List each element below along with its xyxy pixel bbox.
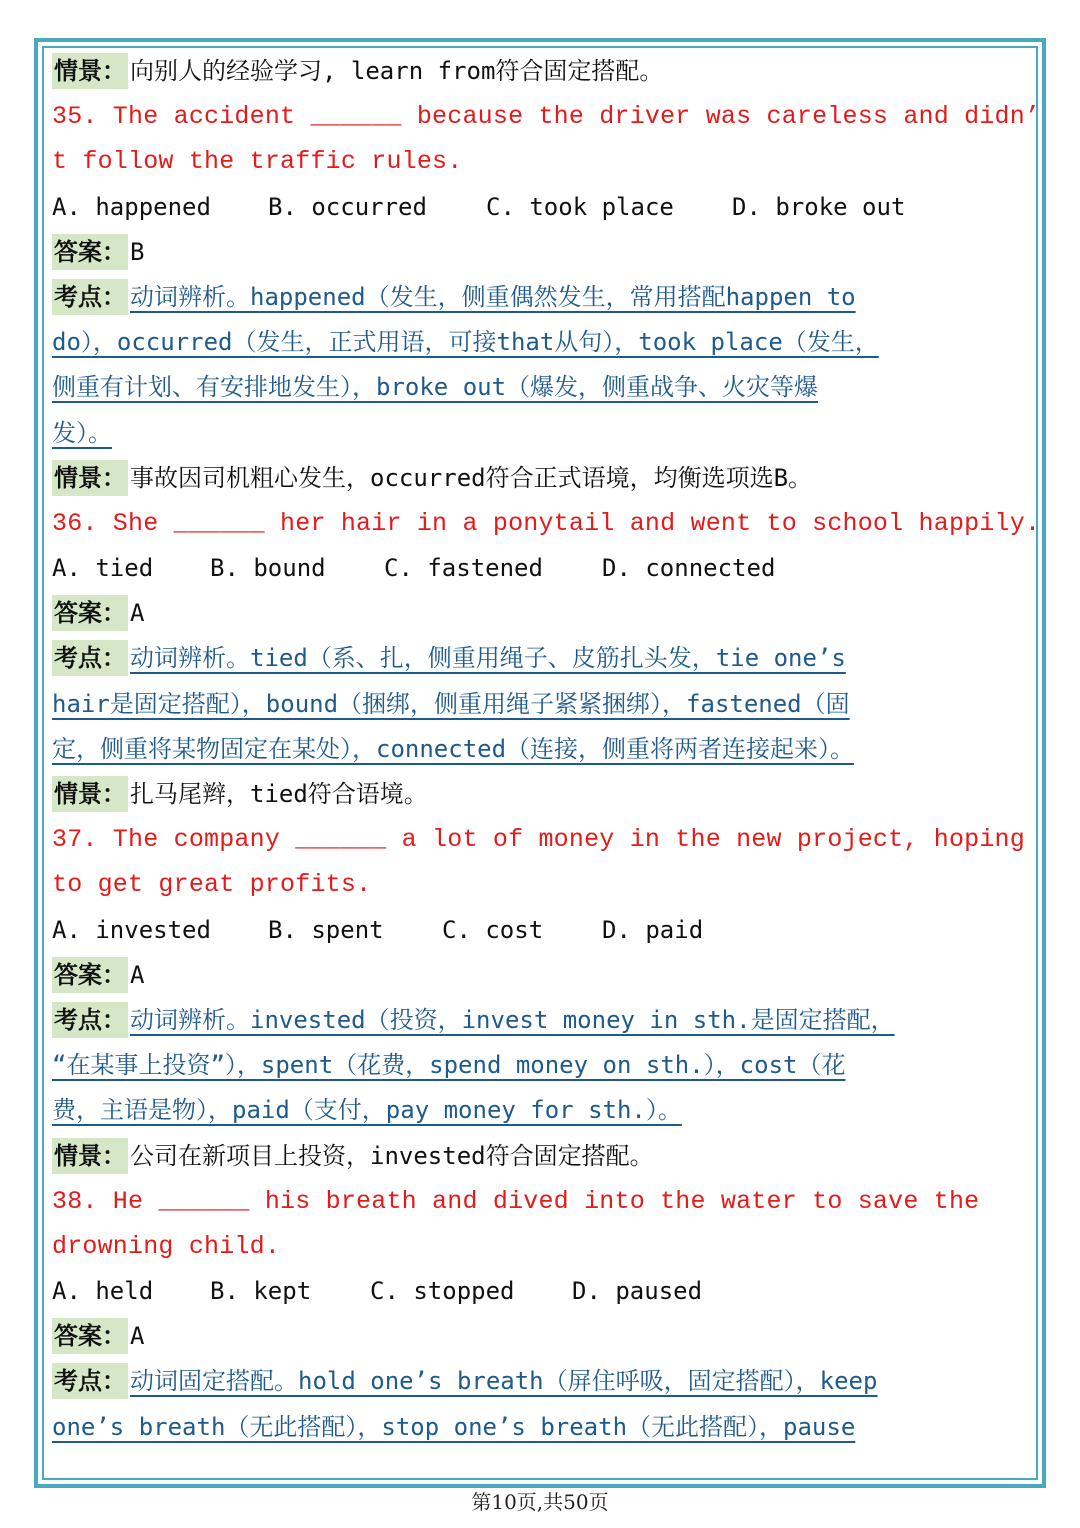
option-b: B. occurred [268,192,427,221]
option-a: A. invested [52,915,211,944]
scene-text: 事故因司机粗心发生，occurred符合正式语境，均衡选项选B。 [130,463,813,492]
point-line-cont [52,682,1032,727]
option-c: C. took place [486,192,674,221]
point-text: 动词辨析。tied（系、扎，侧重用绳子、皮筋扎头发，tie one’s [130,644,846,673]
question-35-line-2: t follow the traffic rules. [52,147,463,177]
question-36-line-1: 36. She ______ her hair in a ponytail and went to school happily. [52,508,1041,538]
document-body [52,49,1041,1450]
scene-line [52,772,1032,817]
point-line [52,1359,1032,1404]
option-c: C. cost [442,915,544,944]
scene-line [52,456,1032,501]
answer-line [52,591,1032,636]
point-text: 动词辨析。happened（发生，侧重偶然发生，常用搭配happen to [130,282,856,311]
answer-value: A [130,960,145,989]
option-d: D. broke out [732,192,906,221]
scene-text: 向别人的经验学习, learn from符合固定搭配。 [130,57,664,85]
point-text: 动词辨析。invested（投资，invest money in sth.是固定搭配， [130,1005,895,1034]
option-b: B. bound [210,554,326,583]
point-line [52,998,1032,1043]
option-d: D. paid [602,915,704,944]
option-b: B. spent [268,915,384,944]
point-line-cont [52,365,1032,410]
point-text: 动词固定搭配。hold one’s breath（屏住呼吸，固定搭配），keep [130,1367,878,1396]
point-line-cont [52,411,1032,456]
point-line-cont [52,1043,1032,1088]
scene-line [52,49,1032,94]
point-text: one’s breath（无此搭配），stop one’s breath（无此搭配），pause [52,1412,856,1441]
scene-line [52,1134,1032,1179]
scene-label: 情景： [52,460,128,496]
question-35-line-1: 35. The accident ______ because the driver was careless and didn’ [52,102,1041,132]
point-text: hair是固定搭配），bound（捆绑，侧重用绳子紧紧捆绑），fastened（固 [52,689,850,718]
answer-label: 答案： [52,957,128,993]
point-line-cont [52,727,1032,772]
option-a: A. happened [52,192,211,221]
answer-value: A [130,599,145,628]
point-text: 费，主语是物），paid（支付，pay money for sth.）。 [52,1096,682,1125]
point-label: 考点： [52,1363,128,1399]
options-35 [52,185,1032,230]
option-a: A. held [52,1277,154,1306]
question-38-line-1: 38. He ______ his breath and dived into the water to save the [52,1186,980,1216]
page-number: 第10页,共50页 [471,1490,609,1514]
point-text: “在某事上投资”），spent（花费，spend money on sth.），cost（花 [52,1051,846,1080]
point-label: 考点： [52,279,128,315]
point-line-cont [52,1088,1032,1133]
point-text: 定，侧重将某物固定在某处），connected（连接，侧重将两者连接起来）。 [52,734,855,763]
answer-line [52,230,1032,275]
answer-label: 答案： [52,1318,128,1354]
answer-value: A [130,1322,145,1351]
scene-label: 情景： [52,53,128,89]
scene-label: 情景： [52,776,128,812]
option-d: D. paused [572,1277,703,1306]
point-label: 考点： [52,1002,128,1038]
scene-text: 扎马尾辫，tied符合语境。 [130,780,428,808]
option-c: C. fastened [384,554,543,583]
option-a: A. tied [52,554,154,583]
point-text: 发）。 [52,418,112,447]
point-line [52,636,1032,681]
answer-label: 答案： [52,595,128,631]
question-37-line-1: 37. The company ______ a lot of money in the new project, hoping [52,825,1025,855]
question-37-line-2: to get great profits. [52,870,372,900]
options-38 [52,1269,1032,1314]
option-b: B. kept [210,1277,312,1306]
point-line [52,275,1032,320]
answer-label: 答案： [52,234,128,270]
question-38-line-2: drowning child. [52,1231,281,1261]
answer-line [52,953,1032,998]
option-c: C. stopped [370,1277,515,1306]
options-37 [52,908,1032,953]
option-d: D. connected [602,554,776,583]
answer-value: B [130,237,145,266]
point-label: 考点： [52,640,128,676]
point-line-cont [52,320,1032,365]
options-36 [52,546,1032,591]
scene-label: 情景： [52,1138,128,1174]
answer-line [52,1314,1032,1359]
point-text: 侧重有计划、有安排地发生），broke out（爆发，侧重战争、火灾等爆 [52,373,819,402]
point-text: do），occurred（发生，正式用语，可接that从句），took place（发生， [52,328,879,357]
scene-text: 公司在新项目上投资，invested符合固定搭配。 [130,1141,654,1170]
point-line-cont [52,1405,1032,1450]
